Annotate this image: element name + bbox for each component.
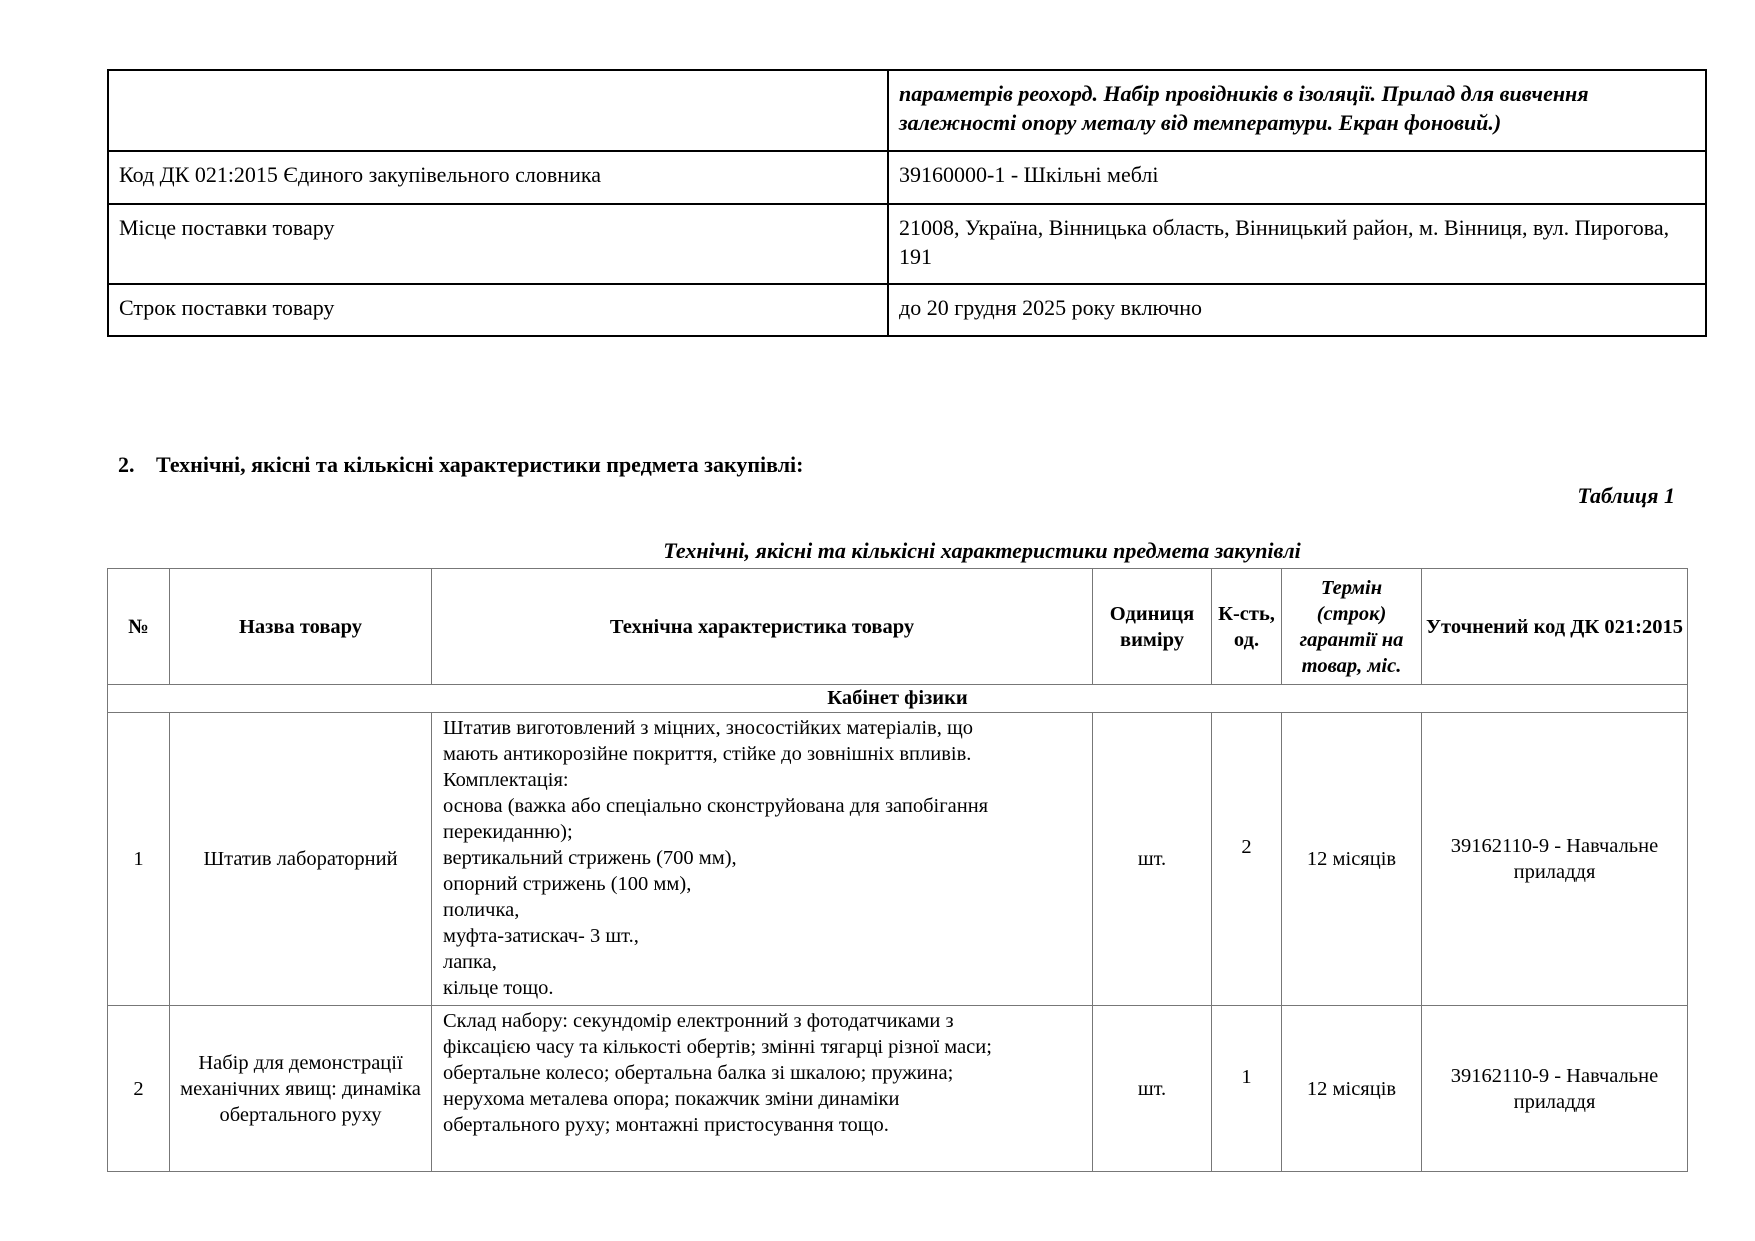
- row-label-dk-code: Код ДК 021:2015 Єдиного закупівельного словника: [108, 151, 888, 204]
- table-section-row: [108, 685, 1688, 713]
- spec-line: перекиданню);: [443, 821, 573, 843]
- row-value-dk-code: 39160000-1 - Шкільні меблі: [888, 151, 1706, 204]
- cell-spec: [432, 1006, 1093, 1172]
- header-warranty: Термін (строк) гарантії на товар, міс.: [1282, 569, 1422, 685]
- cell-number: 2: [108, 1006, 170, 1172]
- table-label: Таблиця 1: [1577, 483, 1675, 508]
- spec-line: муфта-затискач- 3 шт.,: [443, 925, 639, 947]
- header-code: Уточнений код ДК 021:2015: [1422, 569, 1688, 685]
- quantity-value: 1: [1241, 1065, 1252, 1088]
- cell-name: Штатив лабораторний: [170, 713, 432, 1006]
- spec-line: поличка,: [443, 899, 520, 921]
- cell-unit: шт.: [1093, 713, 1212, 1006]
- cell-quantity: [1212, 1006, 1282, 1172]
- table-row: [108, 204, 1706, 284]
- table-row: [108, 151, 1706, 204]
- section-number: 2.: [118, 452, 135, 477]
- row-value-delivery-place: 21008, Україна, Вінницька область, Вінницький район, м. Вінниця, вул. Пирогова, 191: [888, 204, 1706, 284]
- spec-line: Комплектація:: [443, 769, 569, 791]
- spec-line: вертикальний стрижень (700 мм),: [443, 847, 737, 869]
- table-caption: Технічні, якісні та кількісні характеристики предмета закупівлі: [663, 538, 1301, 563]
- row-label: [108, 70, 888, 151]
- spec-line: Склад набору: секундомір електронний з фотодатчиками з: [443, 1010, 954, 1032]
- procurement-info-table: [107, 69, 1707, 337]
- spec-line: нерухома металева опора; покажчик зміни динаміки: [443, 1088, 900, 1110]
- cell-number: 1: [108, 713, 170, 1006]
- table-row: [108, 1006, 1688, 1172]
- cell-quantity: [1212, 713, 1282, 1006]
- table-row: [108, 70, 1706, 151]
- row-value-delivery-term: до 20 грудня 2025 року включно: [888, 284, 1706, 336]
- cell-spec: [432, 713, 1093, 1006]
- spec-line: фіксацією часу та кількості обертів; змінні тягарці різної маси;: [443, 1036, 992, 1058]
- spec-line: опорний стрижень (100 мм),: [443, 873, 692, 895]
- cell-warranty: 12 місяців: [1282, 713, 1422, 1006]
- row-value-continued-description: параметрів реохорд. Набір провідників в ізоляції. Прилад для вивчення залежності опору металу від температури. Екран фоновий.): [888, 70, 1706, 151]
- header-spec: Технічна характеристика товару: [432, 569, 1093, 685]
- section-title: Технічні, якісні та кількісні характеристики предмета закупівлі:: [156, 452, 804, 477]
- header-name: Назва товару: [170, 569, 432, 685]
- row-label-delivery-place: Місце поставки товару: [108, 204, 888, 284]
- table-row: [108, 713, 1688, 1006]
- quantity-value: 2: [1241, 836, 1252, 858]
- spec-line: лапка,: [443, 951, 497, 973]
- spec-line: обертальне колесо; обертальна балка зі шкалою; пружина;: [443, 1062, 954, 1084]
- header-quantity: К-сть, од.: [1212, 569, 1282, 685]
- spec-line: обертального руху; монтажні пристосування тощо.: [443, 1114, 889, 1136]
- table-row: [108, 284, 1706, 336]
- section-heading: [118, 452, 803, 478]
- cell-code: 39162110-9 - Навчальне приладдя: [1422, 713, 1688, 1006]
- spec-line: основа (важка або спеціально сконструйована для запобігання: [443, 795, 989, 817]
- spec-line: мають антикорозійне покриття, стійке до зовнішніх впливів.: [443, 743, 972, 765]
- cell-warranty: 12 місяців: [1282, 1006, 1422, 1172]
- spec-line: кільце тощо.: [443, 977, 554, 999]
- cell-code: 39162110-9 - Навчальне приладдя: [1422, 1006, 1688, 1172]
- row-label-delivery-term: Строк поставки товару: [108, 284, 888, 336]
- spec-line: Штатив виготовлений з міцних, зносостійких матеріалів, що: [443, 717, 974, 739]
- header-number: №: [108, 569, 170, 685]
- header-unit: Одиниця виміру: [1093, 569, 1212, 685]
- table-header-row: [108, 569, 1688, 685]
- specifications-table: [107, 568, 1688, 1172]
- section-row-title: Кабінет фізики: [108, 685, 1688, 713]
- cell-name: Набір для демонстрації механічних явищ: динаміка обертального руху: [170, 1006, 432, 1172]
- cell-unit: шт.: [1093, 1006, 1212, 1172]
